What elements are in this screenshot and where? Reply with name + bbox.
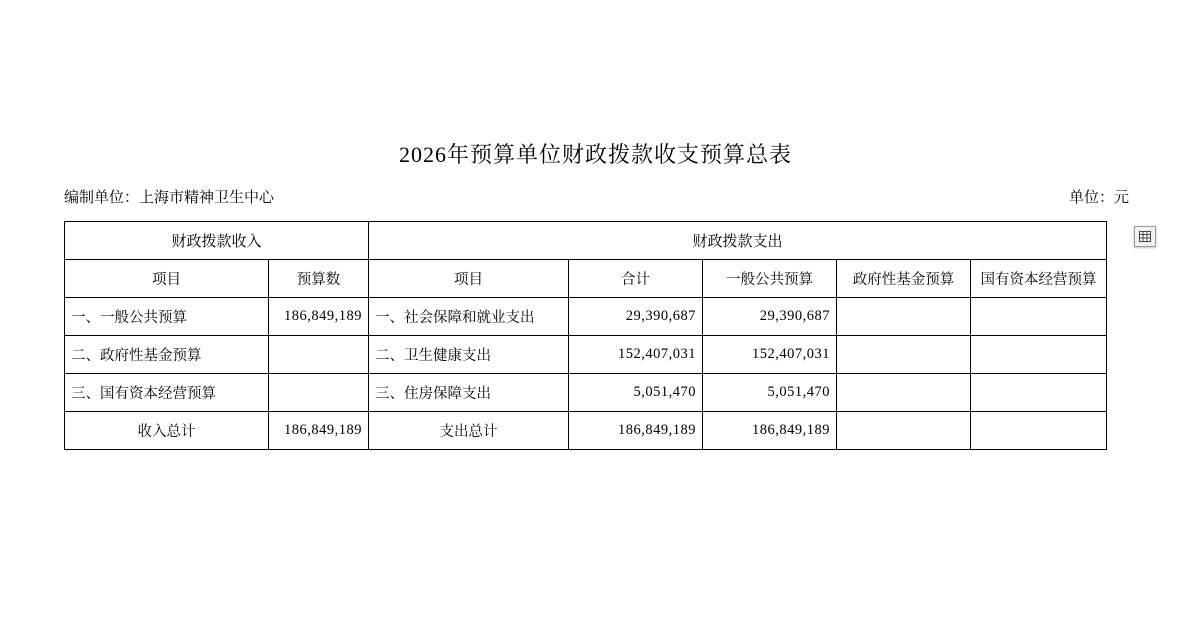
cell-exp-soe-capital — [971, 336, 1107, 374]
cell-exp-total-gov-fund — [837, 412, 971, 450]
table-group-header-row — [65, 222, 1107, 260]
cell-exp-total: 29,390,687 — [569, 298, 703, 336]
cell-exp-general-public: 5,051,470 — [703, 374, 837, 412]
cell-exp-total: 5,051,470 — [569, 374, 703, 412]
column-header-exp-item: 项目 — [369, 260, 569, 298]
cell-income-total-label: 收入总计 — [65, 412, 269, 450]
cell-exp-gov-fund — [837, 336, 971, 374]
table-row — [65, 298, 1107, 336]
cell-exp-item: 三、住房保障支出 — [369, 374, 569, 412]
cell-exp-item: 二、卫生健康支出 — [369, 336, 569, 374]
cell-exp-gov-fund — [837, 374, 971, 412]
group-header-income: 财政拨款收入 — [65, 222, 369, 260]
cell-exp-total: 152,407,031 — [569, 336, 703, 374]
compiler-unit-label: 编制单位：上海市精神卫生中心 — [64, 190, 275, 206]
cell-exp-total-amount: 186,849,189 — [569, 412, 703, 450]
cell-exp-general-public: 152,407,031 — [703, 336, 837, 374]
cell-exp-item: 一、社会保障和就业支出 — [369, 298, 569, 336]
page-title: 2026年预算单位财政拨款收支预算总表 — [398, 142, 792, 167]
column-header-income-item: 项目 — [65, 260, 269, 298]
cell-income-total-amount: 186,849,189 — [269, 412, 369, 450]
cell-exp-total-general-public: 186,849,189 — [703, 412, 837, 450]
cell-income-item: 二、政府性基金预算 — [65, 336, 269, 374]
cell-exp-soe-capital — [971, 374, 1107, 412]
cell-exp-total-label: 支出总计 — [369, 412, 569, 450]
cell-income-amount — [269, 374, 369, 412]
cell-income-item: 三、国有资本经营预算 — [65, 374, 269, 412]
budget-table — [64, 221, 1107, 450]
cell-exp-general-public: 29,390,687 — [703, 298, 837, 336]
column-header-exp-soe-capital: 国有资本经营预算 — [971, 260, 1107, 298]
group-header-expenditure: 财政拨款支出 — [369, 222, 1107, 260]
column-header-exp-gov-fund: 政府性基金预算 — [837, 260, 971, 298]
table-row — [65, 336, 1107, 374]
cell-income-amount: 186,849,189 — [269, 298, 369, 336]
table-row — [65, 374, 1107, 412]
table-total-row — [65, 412, 1107, 450]
currency-unit-label: 单位：元 — [1068, 190, 1129, 206]
cell-exp-gov-fund — [837, 298, 971, 336]
column-header-income-amount: 预算数 — [269, 260, 369, 298]
column-header-exp-total: 合计 — [569, 260, 703, 298]
table-icon[interactable] — [1134, 226, 1156, 247]
cell-exp-soe-capital — [971, 298, 1107, 336]
table-column-header-row — [65, 260, 1107, 298]
cell-income-amount — [269, 336, 369, 374]
column-header-exp-general-public: 一般公共预算 — [703, 260, 837, 298]
cell-exp-total-soe-capital — [971, 412, 1107, 450]
cell-income-item: 一、一般公共预算 — [65, 298, 269, 336]
